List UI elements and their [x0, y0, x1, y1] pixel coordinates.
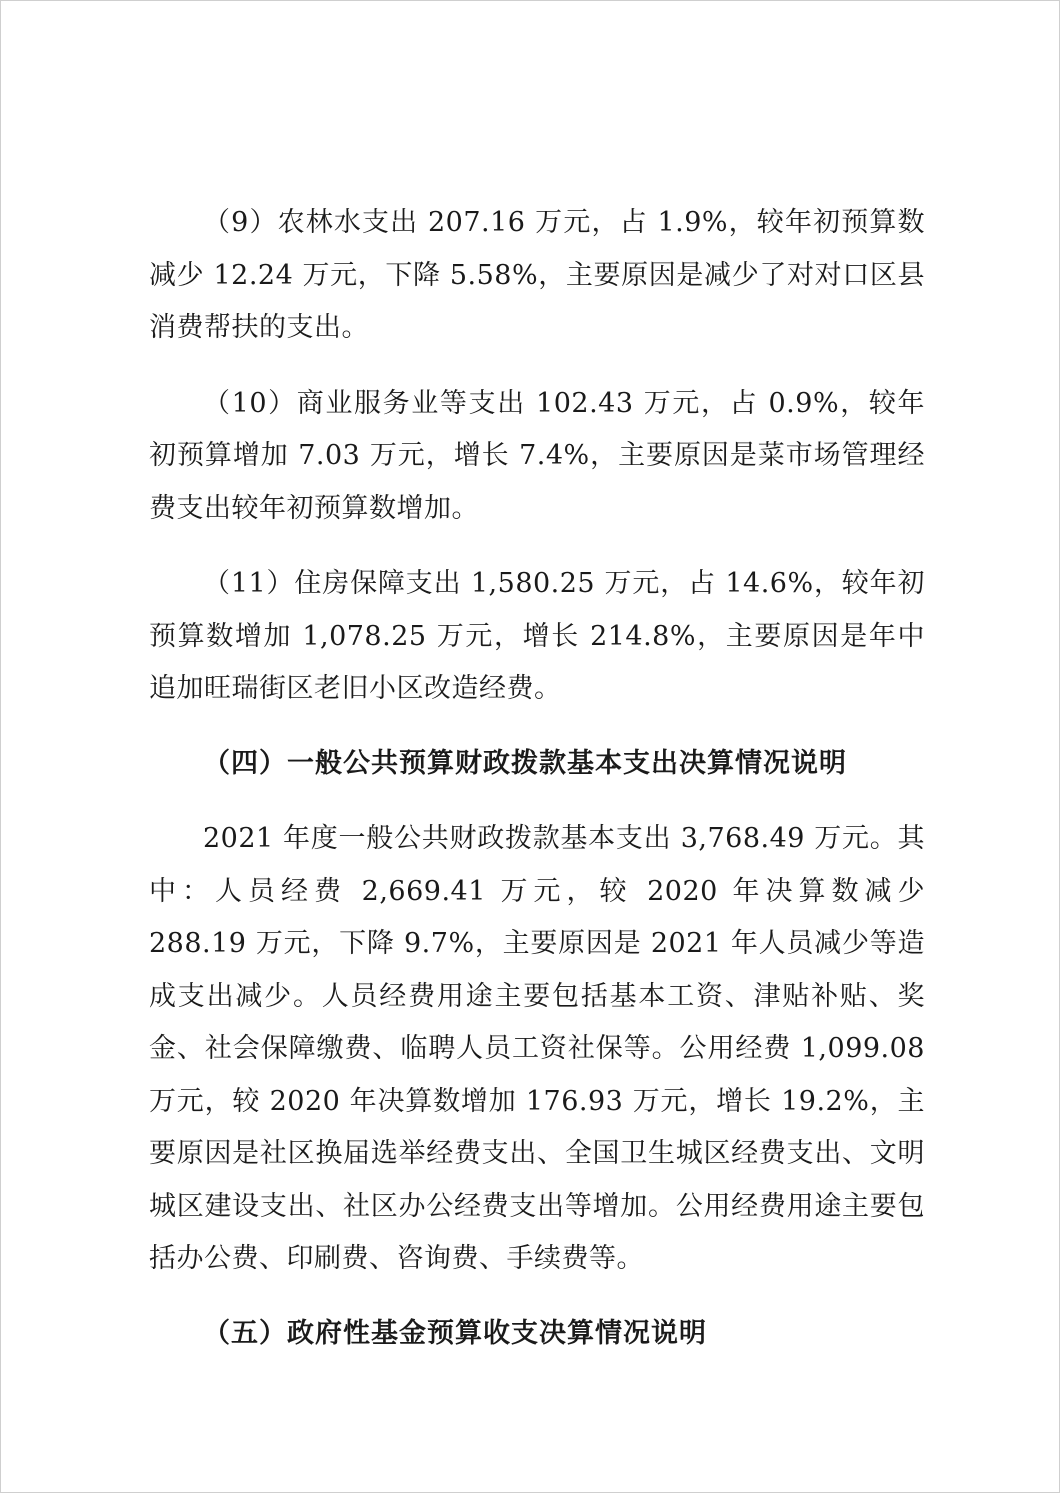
paragraph-agriculture-expenditure: （9）农林水支出 207.16 万元，占 1.9%，较年初预算数减少 12.24 万元，下降 5.58%，主要原因是减少了对对口区县消费帮扶的支出。	[149, 207, 925, 343]
section-heading-basic-expenditure: （四）一般公共预算财政拨款基本支出决算情况说明	[203, 747, 847, 779]
section-heading-government-fund: （五）政府性基金预算收支决算情况说明	[203, 1317, 707, 1349]
paragraph-commerce-expenditure: （10）商业服务业等支出 102.43 万元，占 0.9%，较年初预算增加 7.03 万元，增长 7.4%，主要原因是菜市场管理经费支出较年初预算数增加。	[149, 387, 925, 524]
paragraph-basic-expenditure: 2021 年度一般公共财政拨款基本支出 3,768.49 万元。其中：人员经费 2,669.41 万元，较 2020 年决算数减少 288.19 万元，下降 9.7%，主要原因是 2021 年人员减少等造成支出减少。人员经费用途主要包括基本工资、津贴补贴、奖金、社会保障缴费、临聘人员工资社保等。公用经费 1,099.08 万元，较 2020 年决算数增加 176.93 万元，增长 19.2%，主要原因是社区换届选举经费支出、全国卫生城区经费支出、文明城区建设支出、社区办公经费支出等增加。公用经费用途主要包括办公费、印刷费、咨询费、手续费等。	[149, 823, 925, 1274]
paragraph-housing-expenditure: （11）住房保障支出 1,580.25 万元，占 14.6%，较年初预算数增加 1,078.25 万元，增长 214.8%，主要原因是年中追加旺瑞街区老旧小区改造经费。	[149, 568, 925, 704]
document-body	[149, 197, 925, 1360]
